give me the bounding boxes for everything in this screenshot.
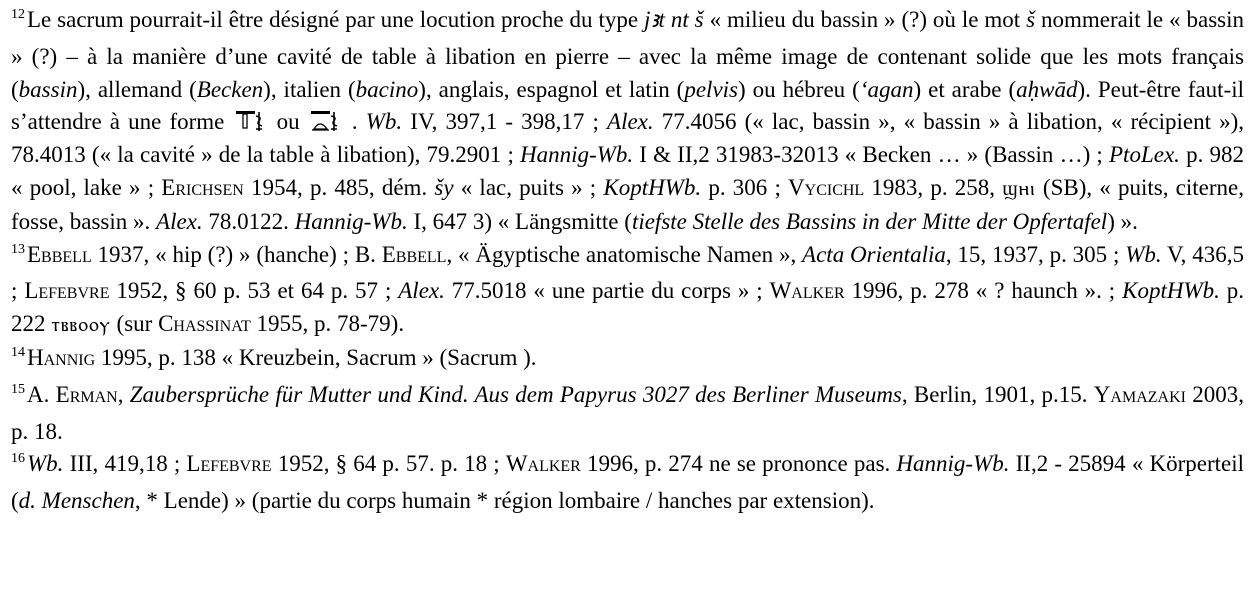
footnote-number: 16 [11,451,25,467]
text-segment: ) ou hébreu ( [738,76,860,102]
form-b-hieroglyph [310,109,342,133]
italic-term: Alex. [607,109,654,135]
text-segment: ), italien ( [263,76,356,102]
text-segment: , Berlin, 1901, p.15. [901,381,1094,407]
italic-term: Wb. [365,109,403,135]
footnote-16 [11,448,1244,518]
footnote-12 [11,4,1244,239]
author-name: Chassinat [158,311,251,337]
footnote-number: 15 [11,381,25,397]
text-segment: , [117,381,130,407]
italic-term: d. Menschen [18,488,135,514]
author-name: Vycichl [788,174,865,200]
form-a-hieroglyph [235,109,267,133]
author-name: Lefebvre [24,278,110,304]
footnote-number: 12 [11,7,25,22]
text-segment: 1937, « hip (?) » (hanche) ; B. [91,241,382,267]
text-segment: p. 222 [11,278,1245,337]
text-segment: II,2 - 25894 « Körperteil ( [11,451,1244,514]
italic-term: KoptHWb. [1122,278,1220,304]
italic-term: Hannig-Wb. [294,208,408,234]
text-segment: IV, 397,1 - 398,17 ; [402,109,608,135]
author-name: Walker [505,451,581,477]
italic-term: PtoLex. [1109,142,1180,168]
italic-term: Wb. [1125,241,1162,267]
author-name: Ebbell [27,241,92,267]
text-segment: 77.4056 (« lac, bassin », « bassin » à libation, « récipient »), 78.4013 (« la cavité » de la table à libation), 79.2901 ; [11,109,1245,168]
italic-term: Alex. [156,208,203,234]
italic-term: Alex. [398,278,445,304]
italic-term: Acta Orientalia [802,241,946,267]
text-segment: , * Lende) » (partie du corps humain * région lombaire / hanches par extension). [134,488,875,514]
text-segment: I & II,2 31983-32013 « Becken … » (Bassin …) ; [633,142,1109,168]
author-name: Ebbell [381,241,447,267]
italic-term: pelvis [684,76,738,102]
author-name: Erichsen [161,174,244,200]
footnote-number: 14 [11,344,25,360]
text-segment: ), anglais, espagnol et latin ( [418,76,685,102]
text-segment: . [343,109,366,135]
italic-term: ‘agan [859,76,914,102]
author-name: Walker [769,278,845,304]
author-name: Erman [55,381,118,407]
italic-term: Becken [196,76,264,102]
text-segment: ). Peut-être faut-il s’attendre à une forme [11,76,1245,135]
text-segment: (SB), « puits, citerne, fosse, bassin ». [11,174,1244,234]
text-segment: p. 982 « pool, lake » ; [11,142,1245,200]
text-segment: p. 306 ; [701,174,789,200]
footnote-number: 13 [11,241,25,257]
italic-term: jꜣt nt š [643,7,704,32]
text-segment: 78.0122. [202,208,295,234]
text-segment: ) ». [1107,208,1138,234]
text-segment: 1996, p. 274 ne se prononce pas. [580,451,897,477]
footnote-13 [11,239,1244,342]
author-name: Yamazaki [1093,381,1186,407]
italic-term: bassin [18,76,78,102]
text-segment: 2003, p. 18. [11,381,1245,444]
text-segment: I, 647 3) « Längsmitte ( [407,208,632,234]
footnote-14 [11,342,1244,379]
text-segment: , « Ägyptische anatomische Namen », [446,241,803,267]
text-segment: III, 419,18 ; [63,451,187,477]
text-segment: 1983, p. 258, [864,174,1003,200]
text-segment: ) et arabe ( [913,76,1017,102]
text-segment: V, 436,5 ; [11,241,1245,304]
author-name: Hannig [27,344,96,370]
footnote-15 [11,379,1244,449]
text-segment: A. [27,381,56,407]
italic-term: š [1026,7,1036,32]
text-segment: 1996, p. 278 « ? haunch ». ; [844,278,1123,304]
italic-term: Hannig-Wb. [520,142,634,168]
italic-term: Zaubersprüche für Mutter und Kind. Aus dem Papyrus 3027 des Berliner Museums [129,381,902,407]
italic-term: Hannig-Wb. [896,451,1010,477]
text-segment: 1995, p. 138 « Kreuzbein, Sacrum » (Sacrum ). [95,344,537,370]
text-segment: ou [268,109,308,135]
italic-term: bacino [355,76,419,102]
coptic-word: ⲧⲃⲃⲟⲟⲩ [51,314,111,337]
author-name: Lefebvre [186,451,272,477]
text-segment: ), allemand ( [77,76,197,102]
italic-term: aḥwād [1016,76,1078,102]
italic-term: KoptHWb. [603,174,702,200]
text-segment: Le sacrum pourrait-il être désigné par une locution proche du type [27,7,644,32]
text-segment: nommerait le « bassin » (?) – à la manière d’une cavité de table à libation en pierre – avec la même image de contenant solide que les mots français ( [11,7,1244,102]
coptic-word: ϣⲏⲓ [1002,177,1036,200]
text-segment: « milieu du bassin » (?) où le mot [703,7,1027,32]
italic-term: šy [434,174,454,200]
text-segment: « lac, puits » ; [453,174,604,200]
text-segment: , 15, 1937, p. 305 ; [945,241,1126,267]
text-segment: 1955, p. 78-79). [250,311,405,337]
text-segment: 77.5018 « une partie du corps » ; [444,278,770,304]
text-segment: 1952, § 60 p. 53 et 64 p. 57 ; [109,278,399,304]
italic-term: Wb. [27,451,64,477]
text-segment: (sur [110,311,159,337]
text-segment: 1954, p. 485, dém. [243,174,435,200]
italic-term: tiefste Stelle des Bassins in der Mitte der Opfertafel [631,208,1108,234]
text-segment: 1952, § 64 p. 57. p. 18 ; [271,451,506,477]
